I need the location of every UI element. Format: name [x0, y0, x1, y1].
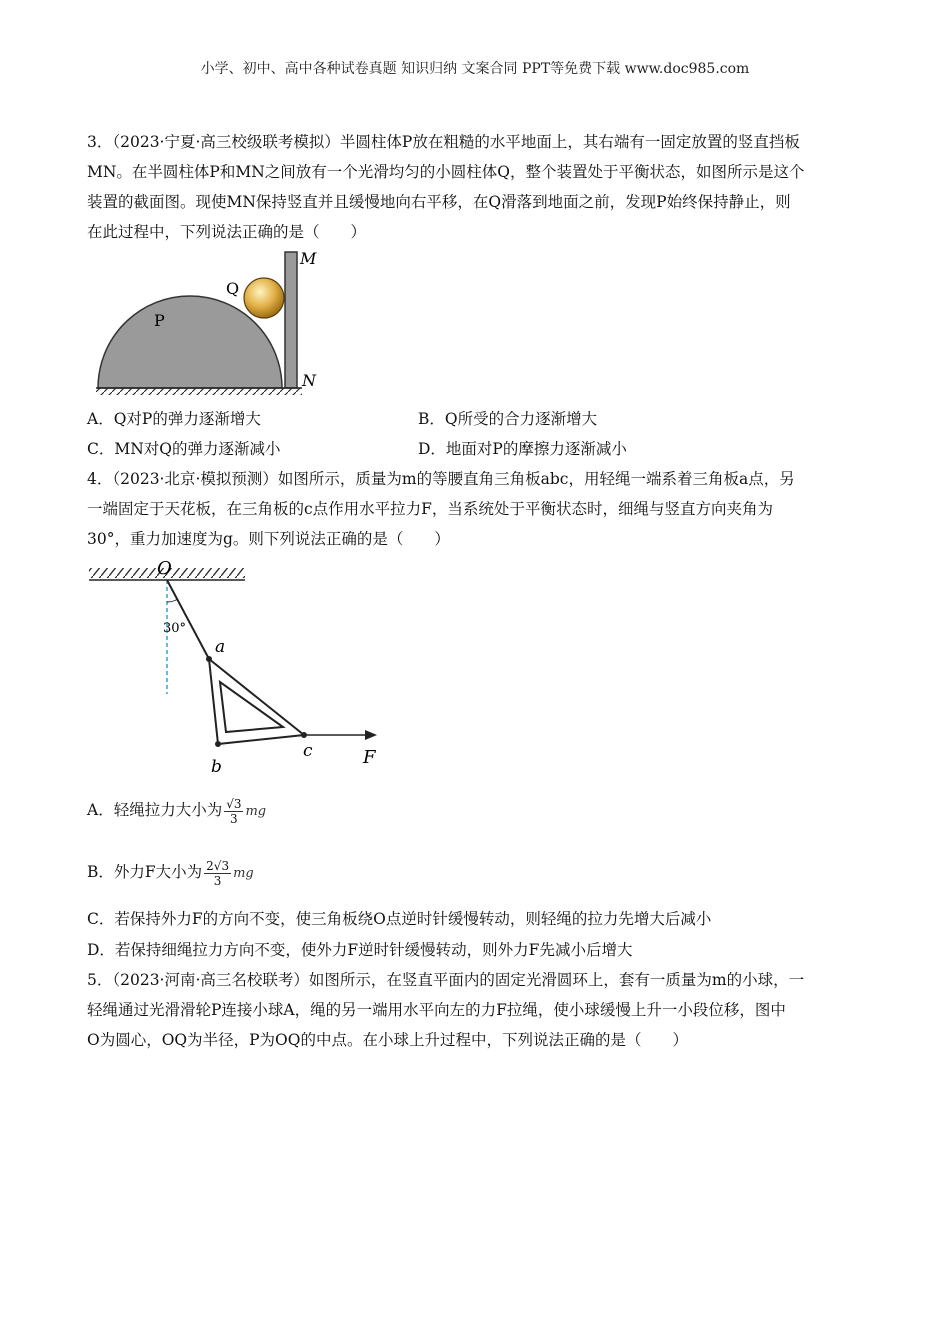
q3-line-3: 装置的截面图。现使MN保持竖直并且缓慢地向右平移，在Q滑落到地面之前，发现P始终保持静止，则 — [87, 193, 791, 211]
q5-line-3: O为圆心，OQ为半径，P为OQ的中点。在小球上升过程中，下列说法正确的是（ ） — [87, 1031, 688, 1049]
label-a: a — [215, 637, 226, 657]
label-o: O — [157, 558, 172, 579]
fraction-denominator: 3 — [213, 873, 222, 888]
label-p: P — [154, 311, 165, 330]
fraction-numerator: 2√3 — [206, 858, 230, 873]
q4-option-a-text: A．轻绳拉力大小为 — [87, 801, 223, 819]
q3-option-c[interactable]: C．MN对Q的弹力逐渐减小 — [87, 440, 281, 458]
fraction-numerator: √3 — [226, 796, 242, 811]
label-angle: 30° — [163, 621, 187, 636]
ground-hatch — [96, 388, 302, 395]
label-f: F — [363, 747, 376, 768]
page-header: 小学、初中、高中各种试卷真题 知识归纳 文案合同 PPT等免费下载 www.doc985.com — [200, 61, 750, 77]
q4-figure — [85, 556, 385, 778]
q5-line-1: 5．（2023·河南·高三名校联考）如图所示，在竖直平面内的固定光滑圆环上，套有一质量为m的小球，一 — [87, 971, 805, 989]
label-m: M — [300, 249, 317, 268]
label-q: Q — [226, 279, 240, 298]
q4-line-1: 4．（2023·北京·模拟预测）如图所示，质量为m的等腰直角三角板abc，用轻绳一端系着三角板a点，另 — [87, 470, 795, 488]
q4-line-3: 30°，重力加速度为g。则下列说法正确的是（ ） — [87, 530, 450, 548]
q4-option-b-text: B．外力F大小为 — [87, 863, 203, 881]
question-5 — [87, 965, 877, 1055]
q4-option-b[interactable] — [87, 857, 254, 889]
question-3 — [87, 127, 877, 247]
wall-mn — [285, 252, 297, 388]
q3-option-a[interactable]: A．Q对P的弹力逐渐增大 — [87, 410, 261, 428]
mg-symbol: mg — [245, 804, 267, 819]
fraction-sqrt3-over-3 — [224, 797, 243, 826]
q3-line-2: MN。在半圆柱体P和MN之间放有一个光滑均匀的小圆柱体Q，整个装置处于平衡状态，如图所示是这个 — [87, 163, 805, 181]
q4-option-a[interactable] — [87, 795, 266, 827]
label-c: c — [303, 741, 313, 761]
q4-option-c[interactable]: C．若保持外力F的方向不变，使三角板绕O点逆时针缓慢转动，则轻绳的拉力先增大后减小 — [87, 910, 712, 928]
fraction-denominator: 3 — [230, 811, 238, 826]
point-c — [301, 732, 307, 738]
label-b: b — [211, 757, 222, 777]
q3-option-b[interactable]: B．Q所受的合力逐渐增大 — [418, 410, 598, 428]
fraction-2sqrt3-over-3 — [204, 859, 231, 888]
label-n: N — [302, 371, 316, 390]
q4-line-2: 一端固定于天花板，在三角板的c点作用水平拉力F，当系统处于平衡状态时，细绳与竖直方向夹角为 — [87, 500, 773, 518]
rope — [167, 580, 209, 659]
q3-option-d[interactable]: D．地面对P的摩擦力逐渐减小 — [418, 440, 627, 458]
q4-option-d[interactable]: D．若保持细绳拉力方向不变，使外力F逆时针缓慢转动，则外力F先减小后增大 — [87, 941, 633, 959]
ball-q — [244, 278, 284, 318]
q3-figure — [88, 248, 338, 396]
point-b — [215, 741, 221, 747]
q3-line-1: 3．（2023·宁夏·高三校级联考模拟）半圆柱体P放在粗糙的水平地面上，其右端有一固定放置的竖直挡板 — [87, 133, 800, 151]
point-a — [206, 656, 212, 662]
question-4 — [87, 464, 877, 554]
q5-line-2: 轻绳通过光滑滑轮P连接小球A，绳的另一端用水平向左的力F拉绳，使小球缓慢上升一小段位移，图中 — [87, 1001, 786, 1019]
mg-symbol: mg — [233, 866, 254, 881]
triangle-inner — [220, 682, 283, 732]
force-arrowhead — [365, 730, 377, 740]
q3-line-4: 在此过程中，下列说法正确的是（ ） — [87, 223, 367, 241]
angle-arc — [167, 599, 178, 602]
